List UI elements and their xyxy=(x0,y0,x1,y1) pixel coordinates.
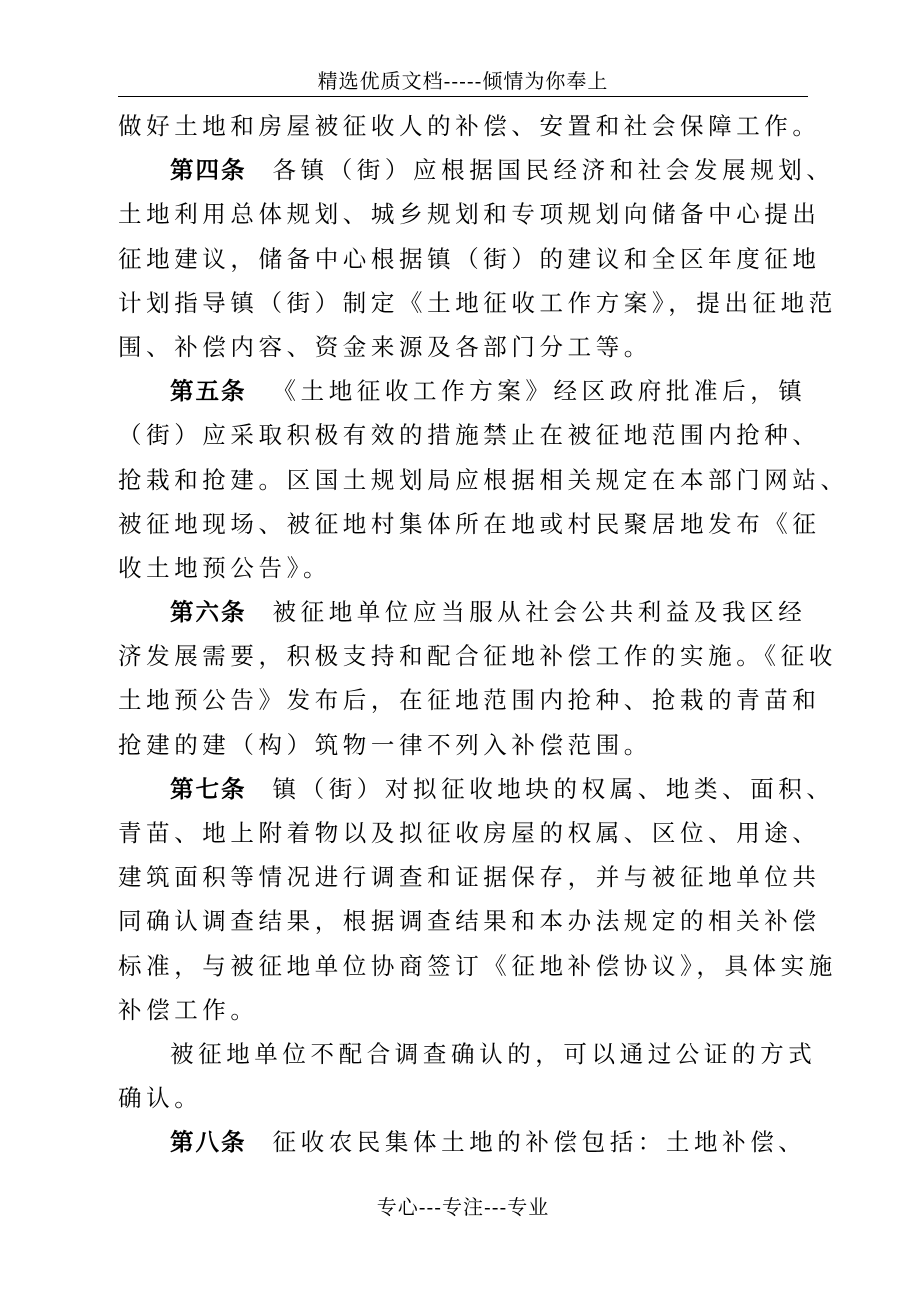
document-body xyxy=(118,104,849,1165)
line-text: （街）应采取积极有效的措施禁止在被征地范围内抢种、 xyxy=(118,421,821,450)
text-line xyxy=(118,1076,812,1120)
line-text: 建筑面积等情况进行调查和证据保存，并与被征地单位共 xyxy=(118,863,821,892)
line-text: 补偿工作。 xyxy=(118,995,259,1024)
article-number: 第八条 xyxy=(170,1128,247,1157)
text-line xyxy=(118,855,821,899)
text-line xyxy=(118,369,812,413)
text-line xyxy=(118,546,812,590)
line-text: 标准，与被征地单位协商签订《征地补偿协议》，具体实施 xyxy=(118,951,837,980)
text-line xyxy=(118,237,821,281)
text-line xyxy=(118,148,835,192)
line-text: 做好土地和房屋被征收人的补偿、安置和社会保障工作。 xyxy=(118,112,821,140)
line-text: 被征地单位不配合调查确认的，可以通过公证的方式 xyxy=(170,1039,817,1068)
line-text: 确认。 xyxy=(118,1084,203,1113)
page-footer: 专心---专注---专业 xyxy=(376,1195,550,1219)
article-number: 第四条 xyxy=(170,156,247,185)
line-text: 土地预公告》发布后，在征地范围内抢种、抢栽的青苗和 xyxy=(118,686,821,715)
line-text: 各镇（街）应根据国民经济和社会发展规划、 xyxy=(272,156,835,185)
text-line xyxy=(118,458,849,502)
text-line xyxy=(118,104,821,148)
text-line xyxy=(118,634,837,678)
line-text: 济发展需要，积极支持和配合征地补偿工作的实施。《征收 xyxy=(118,642,837,671)
text-line xyxy=(118,1120,812,1164)
text-line xyxy=(118,811,821,855)
text-line xyxy=(118,944,837,988)
text-line xyxy=(118,678,821,722)
line-text: 青苗、地上附着物以及拟征收房屋的权属、区位、用途、 xyxy=(118,819,821,847)
line-text: 计划指导镇（街）制定《土地征收工作方案》，提出征地范 xyxy=(118,288,837,317)
line-text: 征地建议，储备中心根据镇（街）的建议和全区年度征地 xyxy=(118,244,821,273)
line-text: 抢栽和抢建。区国土规划局应根据相关规定在本部门网站、 xyxy=(118,465,849,494)
line-text: 围、补偿内容、资金来源及各部门分工等。 xyxy=(118,332,652,361)
article-number: 第六条 xyxy=(170,598,247,627)
text-line xyxy=(118,413,821,457)
line-text: 被征地现场、被征地村集体所在地或村民聚居地发布《征 xyxy=(118,509,821,538)
text-line xyxy=(118,192,821,236)
line-text: 被征地单位应当服从社会公共利益及我区经 xyxy=(272,598,807,627)
page-header: 精选优质文档-----倾情为你奉上 xyxy=(317,69,609,93)
header-divider xyxy=(118,96,808,97)
article-number: 第五条 xyxy=(170,377,247,406)
line-text: 征收农民集体土地的补偿包括：土地补偿、 xyxy=(272,1128,807,1157)
text-line xyxy=(118,899,821,943)
article-number: 第七条 xyxy=(170,774,247,803)
text-line xyxy=(118,1032,817,1076)
line-text: 镇（街）对拟征收地块的权属、地类、面积、 xyxy=(272,774,835,803)
text-line xyxy=(118,502,821,546)
text-line xyxy=(118,325,812,369)
text-line xyxy=(118,723,812,767)
line-text: 收土地预公告》。 xyxy=(118,553,332,582)
text-line xyxy=(118,281,837,325)
text-line xyxy=(118,767,835,811)
text-line xyxy=(118,590,812,634)
line-text: 土地利用总体规划、城乡规划和专项规划向储备中心提出 xyxy=(118,200,821,229)
text-line xyxy=(118,988,812,1032)
line-text: 抢建的建（构）筑物一律不列入补偿范围。 xyxy=(118,730,652,759)
line-text: 《土地征收工作方案》经区政府批准后，镇 xyxy=(272,377,807,406)
line-text: 同确认调查结果，根据调查结果和本办法规定的相关补偿 xyxy=(118,907,821,936)
